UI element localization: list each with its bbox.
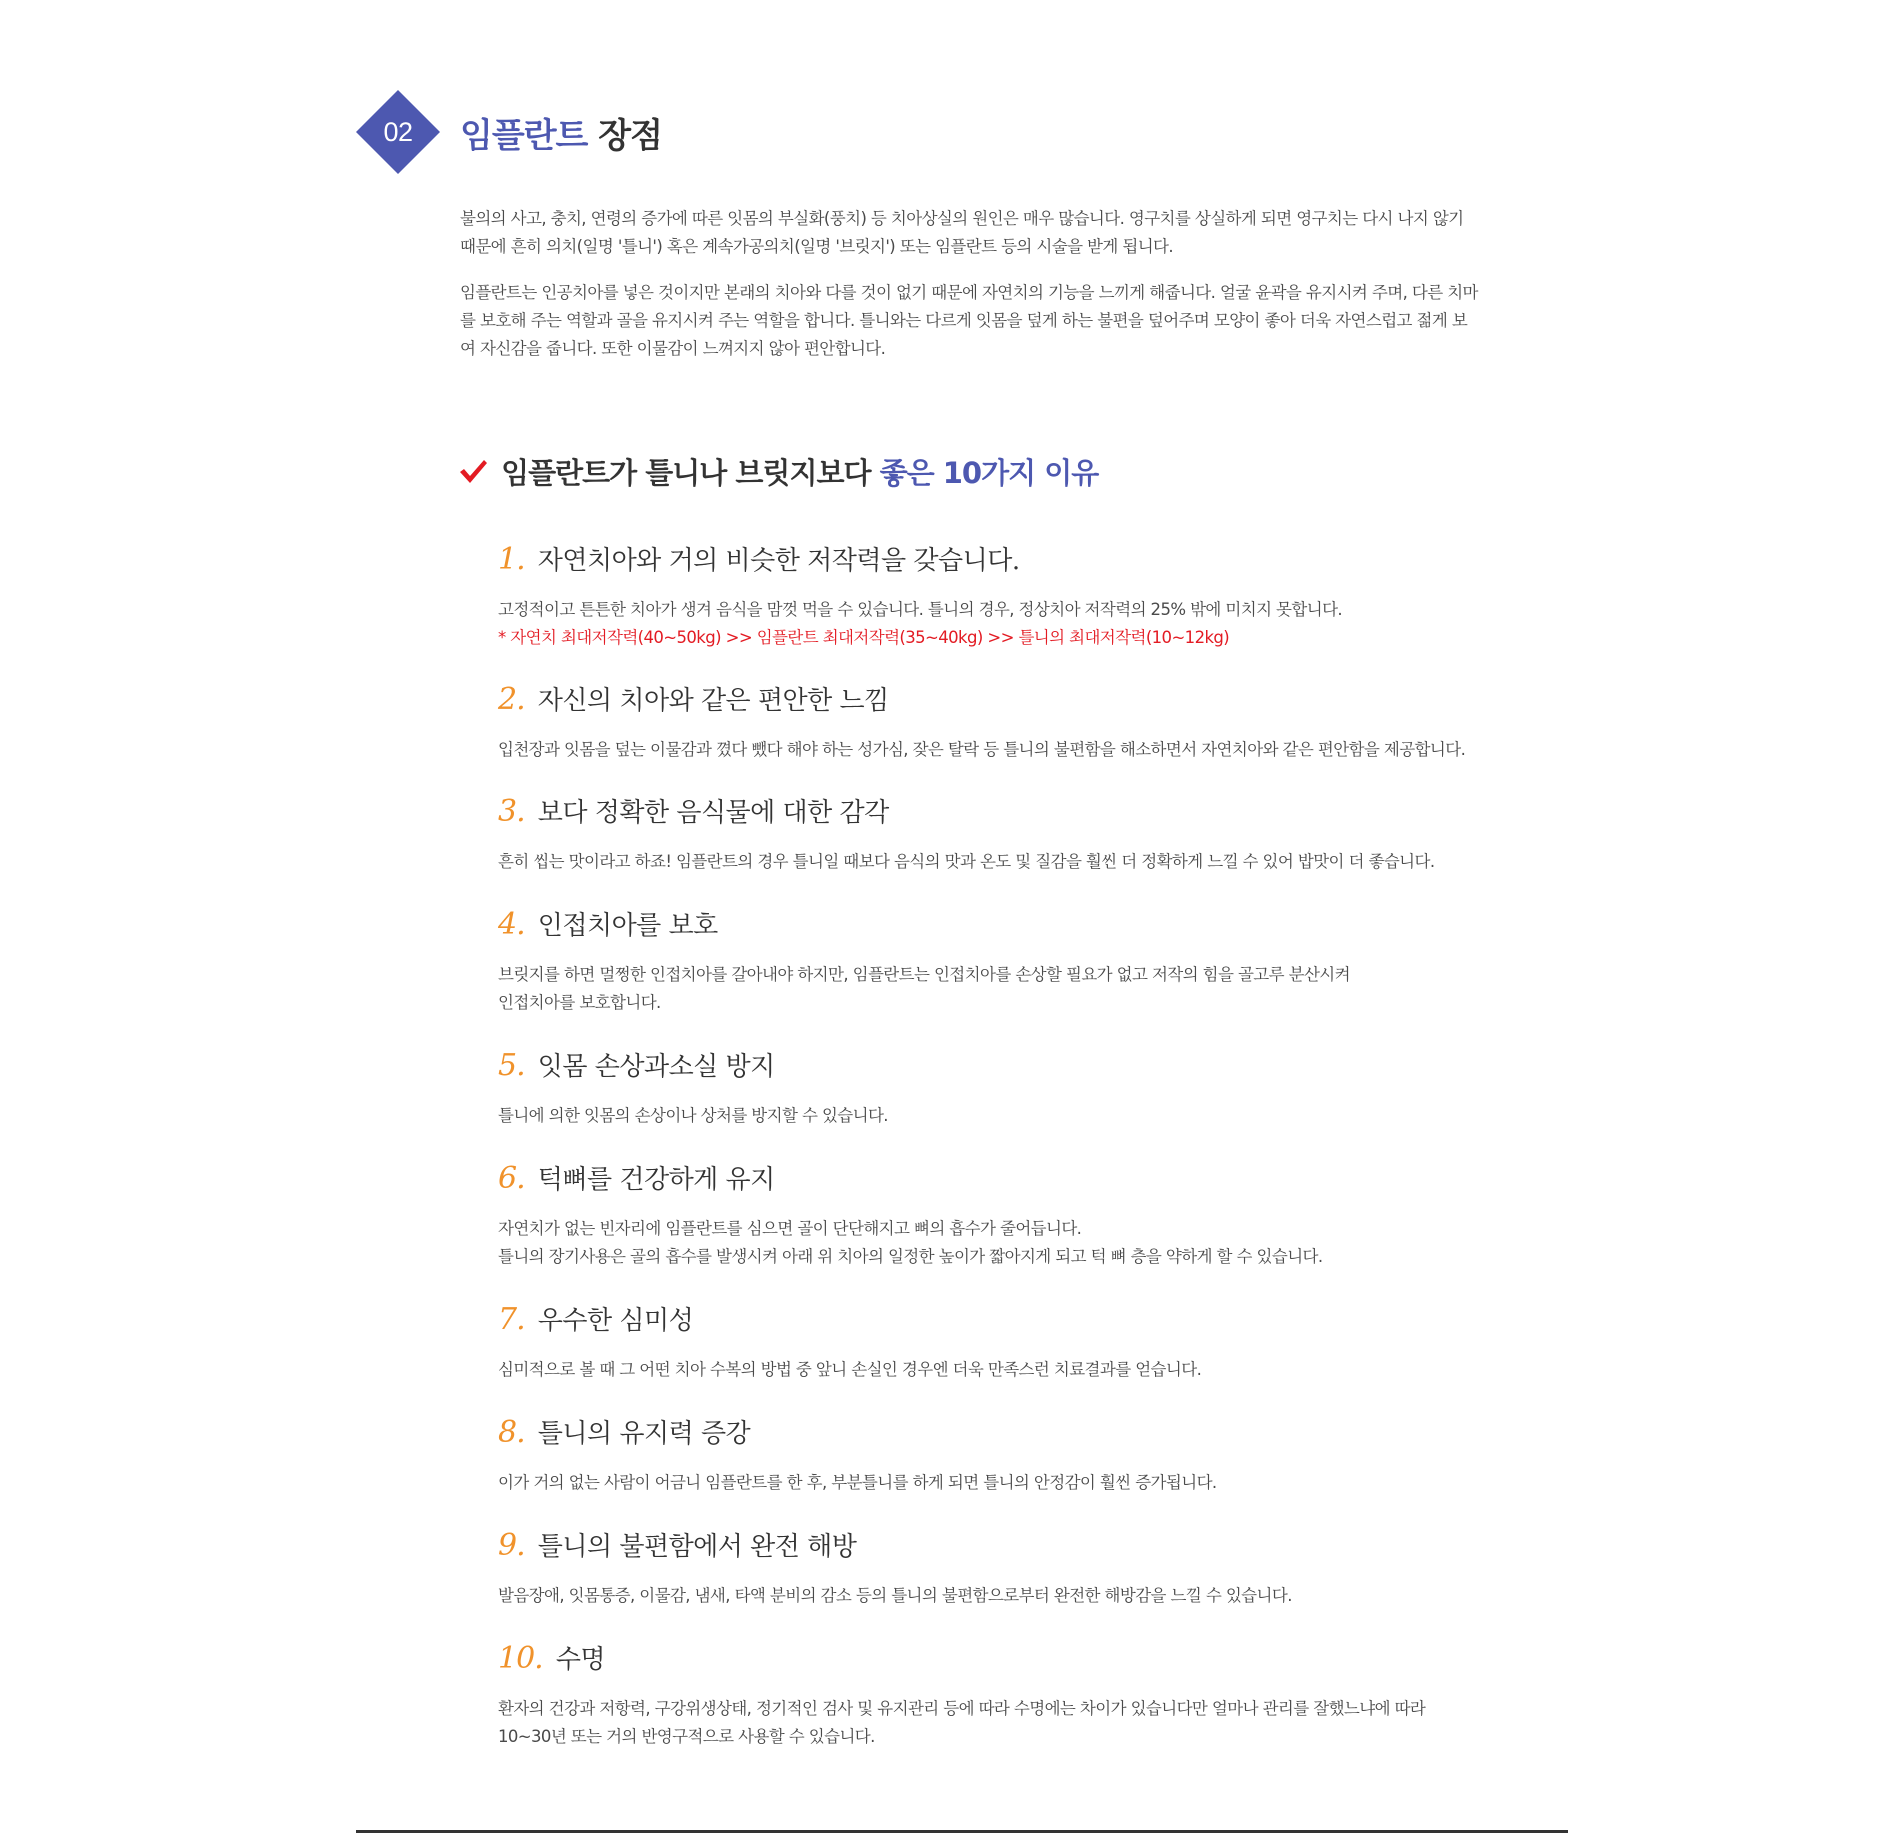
reason-number: 3. [498, 794, 525, 829]
reason-number: 10. [498, 1641, 543, 1676]
reason-description: 자연치가 없는 빈자리에 임플란트를 심으면 골이 단단해지고 뼈의 흡수가 줄어듭니다. [498, 1219, 1082, 1238]
reason-title: 보다 정확한 음식물에 대한 감각 [537, 798, 889, 828]
reason-item [498, 540, 1498, 652]
reason-title: 턱뼈를 건강하게 유지 [537, 1165, 775, 1195]
red-check-icon [458, 457, 488, 487]
reason-item [498, 1413, 1498, 1497]
reason-title: 수명 [555, 1645, 606, 1675]
reason-title: 자신의 치아와 같은 편안한 느낌 [537, 686, 889, 716]
reason-description: 심미적으로 볼 때 그 어떤 치아 수복의 방법 중 앞니 손실인 경우엔 더욱 만족스런 치료결과를 얻습니다. [498, 1360, 1202, 1379]
reason-title: 틀니의 불편함에서 완전 해방 [537, 1532, 857, 1562]
reasons-heading-accent: 좋은 10가지 이유 [879, 456, 1099, 490]
reason-description: 이가 거의 없는 사람이 어금니 임플란트를 한 후, 부분틀니를 하게 되면 틀니의 안정감이 훨씬 증가됩니다. [498, 1473, 1217, 1492]
reason-description: 발음장애, 잇몸통증, 이물감, 냄새, 타액 분비의 감소 등의 틀니의 불편함으로부터 완전한 해방감을 느낄 수 있습니다. [498, 1586, 1292, 1605]
reason-item [498, 792, 1498, 876]
reason-number: 2. [498, 682, 525, 717]
reason-item [498, 1159, 1498, 1271]
page-title-rest: 장점 [598, 116, 662, 156]
intro-paragraph: 임플란트는 인공치아를 넣은 것이지만 본래의 치아와 다를 것이 없기 때문에 자연치의 기능을 느끼게 해줍니다. 얼굴 윤곽을 유지시켜 주며, 다른 치마를 보호해 주는 역할과 골을 유지시켜 주는 역할을 합니다. 틀니와는 다르게 잇몸을 덮게 하는 불편을 덮어주며 모양이 좋아 더욱 자연스럽고 젊게 보여 자신감을 줍니다. 또한 이물감이 느껴지지 않아 편안합니다. [460, 283, 1478, 358]
reason-number: 5. [498, 1048, 525, 1083]
page-title-accent: 임플란트 [460, 116, 588, 156]
reason-title: 틀니의 유지력 증강 [537, 1419, 751, 1449]
reasons-heading [458, 451, 1098, 492]
reason-number: 4. [498, 907, 525, 942]
section-number-badge [356, 90, 440, 174]
reason-number: 1. [498, 542, 525, 577]
section-number: 02 [383, 117, 413, 147]
reason-description: 브릿지를 하면 멀쩡한 인접치아를 갈아내야 하지만, 임플란트는 인접치아를 손상할 필요가 없고 저작의 힘을 골고루 분산시켜 [498, 965, 1350, 984]
reason-title: 우수한 심미성 [537, 1306, 694, 1336]
reason-title: 자연치아와 거의 비슷한 저작력을 갖습니다. [537, 546, 1020, 576]
reason-description: 흔히 씹는 맛이라고 하죠! 임플란트의 경우 틀니일 때보다 음식의 맛과 온도 및 질감을 훨씬 더 정확하게 느낄 수 있어 밥맛이 더 좋습니다. [498, 852, 1435, 871]
reason-item [498, 1300, 1498, 1384]
reason-number: 9. [498, 1528, 525, 1563]
reason-description-line2: 인접치아를 보호합니다. [498, 993, 661, 1012]
reason-description-line2: 틀니의 장기사용은 골의 흡수를 발생시켜 아래 위 치아의 일정한 높이가 짧아지게 되고 턱 뼈 층을 약하게 할 수 있습니다. [498, 1247, 1323, 1266]
reason-description: 틀니에 의한 잇몸의 손상이나 상처를 방지할 수 있습니다. [498, 1106, 888, 1125]
reason-description-line2: 10~30년 또는 거의 반영구적으로 사용할 수 있습니다. [498, 1727, 875, 1746]
reason-number: 6. [498, 1161, 525, 1196]
reason-item [498, 905, 1498, 1017]
reason-number: 7. [498, 1302, 525, 1337]
reason-description: 환자의 건강과 저항력, 구강위생상태, 정기적인 검사 및 유지관리 등에 따라 수명에는 차이가 있습니다만 얼마나 관리를 잘했느냐에 따라 [498, 1699, 1426, 1718]
reason-description: 고정적이고 튼튼한 치아가 생겨 음식을 맘껏 먹을 수 있습니다. 틀니의 경우, 정상치아 저작력의 25% 밖에 미치지 못합니다. [498, 600, 1343, 619]
page-title [460, 108, 662, 157]
reason-item [498, 680, 1498, 764]
reasons-heading-main: 임플란트가 틀니나 브릿지보다 [501, 456, 871, 490]
reason-item [498, 1526, 1498, 1610]
reason-title: 잇몸 손상과소실 방지 [537, 1052, 775, 1082]
reason-note: * 자연치 최대저작력(40~50kg) >> 임플란트 최대저작력(35~40kg) >> 틀니의 최대저작력(10~12kg) [498, 628, 1230, 647]
reason-number: 8. [498, 1415, 525, 1450]
reason-item [498, 1639, 1498, 1751]
reason-title: 인접치아를 보호 [537, 911, 718, 941]
reason-description: 입천장과 잇몸을 덮는 이물감과 꼈다 뺐다 해야 하는 성가심, 잦은 탈락 등 틀니의 불편함을 해소하면서 자연치아와 같은 편안함을 제공합니다. [498, 740, 1466, 759]
bottom-divider [356, 1830, 1568, 1833]
intro-paragraph: 불의의 사고, 충치, 연령의 증가에 따른 잇몸의 부실화(풍치) 등 치아상실의 원인은 매우 많습니다. 영구치를 상실하게 되면 영구치는 다시 나지 않기 때문에 흔히 의치(일명 '틀니') 혹은 계속가공의치(일명 '브릿지') 또는 임플란트 등의 시술을 받게 됩니다. [460, 209, 1464, 256]
reason-item [498, 1046, 1498, 1130]
